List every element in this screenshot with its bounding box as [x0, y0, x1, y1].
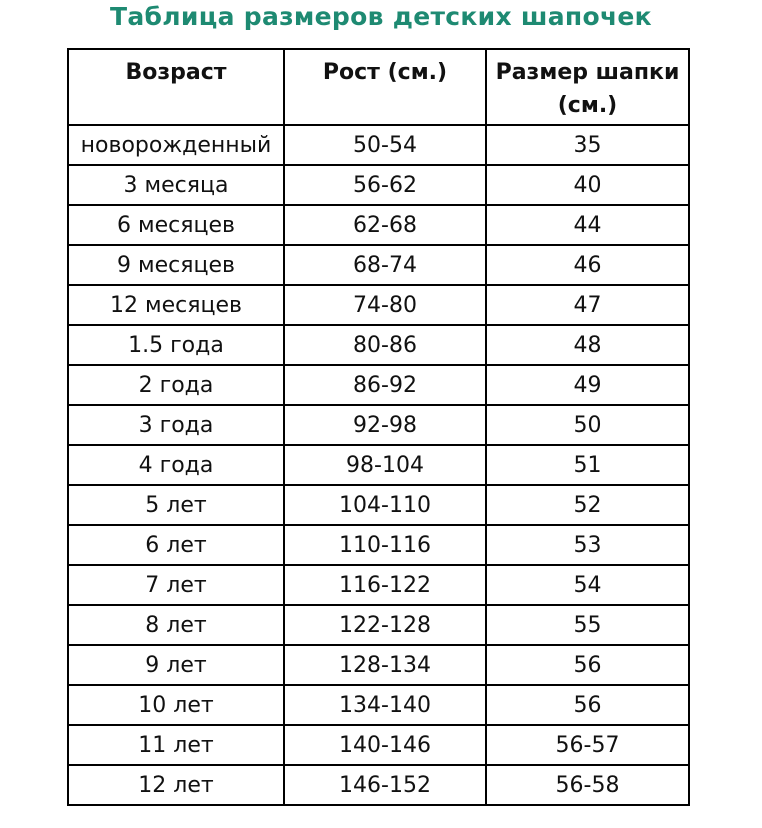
height-cell: 110-116 — [284, 525, 486, 565]
header-hat-size: Размер шапки (см.) — [486, 49, 689, 125]
table-row — [68, 405, 689, 445]
table-row — [68, 325, 689, 365]
age-cell: новорожденный — [68, 125, 284, 165]
age-cell: 11 лет — [68, 725, 284, 765]
height-cell: 62-68 — [284, 205, 486, 245]
height-cell: 98-104 — [284, 445, 486, 485]
age-cell: 8 лет — [68, 605, 284, 645]
table-row — [68, 245, 689, 285]
table-row — [68, 365, 689, 405]
age-cell: 1.5 года — [68, 325, 284, 365]
header-height: Рост (см.) — [284, 49, 486, 125]
page-title: Таблица размеров детских шапочек — [110, 2, 652, 31]
table-row — [68, 445, 689, 485]
table-row — [68, 285, 689, 325]
hat-size-cell: 53 — [486, 525, 689, 565]
height-cell: 116-122 — [284, 565, 486, 605]
table-row — [68, 565, 689, 605]
hat-size-cell: 48 — [486, 325, 689, 365]
table-row — [68, 645, 689, 685]
table-row — [68, 725, 689, 765]
hat-size-cell: 56 — [486, 685, 689, 725]
table-row — [68, 525, 689, 565]
hat-size-cell: 51 — [486, 445, 689, 485]
header-age: Возраст — [68, 49, 284, 125]
age-cell: 6 месяцев — [68, 205, 284, 245]
hat-size-cell: 56 — [486, 645, 689, 685]
age-cell: 2 года — [68, 365, 284, 405]
age-cell: 4 года — [68, 445, 284, 485]
hat-size-cell: 54 — [486, 565, 689, 605]
age-cell: 9 месяцев — [68, 245, 284, 285]
table-header-row — [68, 49, 689, 125]
hat-size-cell: 46 — [486, 245, 689, 285]
table-row — [68, 685, 689, 725]
age-cell: 9 лет — [68, 645, 284, 685]
age-cell: 12 месяцев — [68, 285, 284, 325]
hat-size-cell: 56-57 — [486, 725, 689, 765]
height-cell: 80-86 — [284, 325, 486, 365]
height-cell: 134-140 — [284, 685, 486, 725]
hat-size-cell: 47 — [486, 285, 689, 325]
height-cell: 92-98 — [284, 405, 486, 445]
height-cell: 104-110 — [284, 485, 486, 525]
height-cell: 122-128 — [284, 605, 486, 645]
height-cell: 68-74 — [284, 245, 486, 285]
age-cell: 10 лет — [68, 685, 284, 725]
height-cell: 56-62 — [284, 165, 486, 205]
table-row — [68, 765, 689, 805]
table-row — [68, 485, 689, 525]
hat-size-cell: 44 — [486, 205, 689, 245]
hat-size-cell: 55 — [486, 605, 689, 645]
hat-size-cell: 49 — [486, 365, 689, 405]
table-row — [68, 205, 689, 245]
table-body — [68, 125, 689, 805]
table-row — [68, 605, 689, 645]
age-cell: 3 месяца — [68, 165, 284, 205]
hat-size-cell: 56-58 — [486, 765, 689, 805]
age-cell: 6 лет — [68, 525, 284, 565]
hat-size-cell: 35 — [486, 125, 689, 165]
hat-size-cell: 52 — [486, 485, 689, 525]
height-cell: 128-134 — [284, 645, 486, 685]
cropped-footer-decoration — [230, 820, 590, 828]
height-cell: 74-80 — [284, 285, 486, 325]
hat-size-cell: 40 — [486, 165, 689, 205]
age-cell: 7 лет — [68, 565, 284, 605]
height-cell: 50-54 — [284, 125, 486, 165]
age-cell: 3 года — [68, 405, 284, 445]
age-cell: 5 лет — [68, 485, 284, 525]
size-table — [67, 48, 690, 806]
hat-size-cell: 50 — [486, 405, 689, 445]
table-row — [68, 165, 689, 205]
table-row — [68, 125, 689, 165]
height-cell: 86-92 — [284, 365, 486, 405]
height-cell: 146-152 — [284, 765, 486, 805]
height-cell: 140-146 — [284, 725, 486, 765]
age-cell: 12 лет — [68, 765, 284, 805]
